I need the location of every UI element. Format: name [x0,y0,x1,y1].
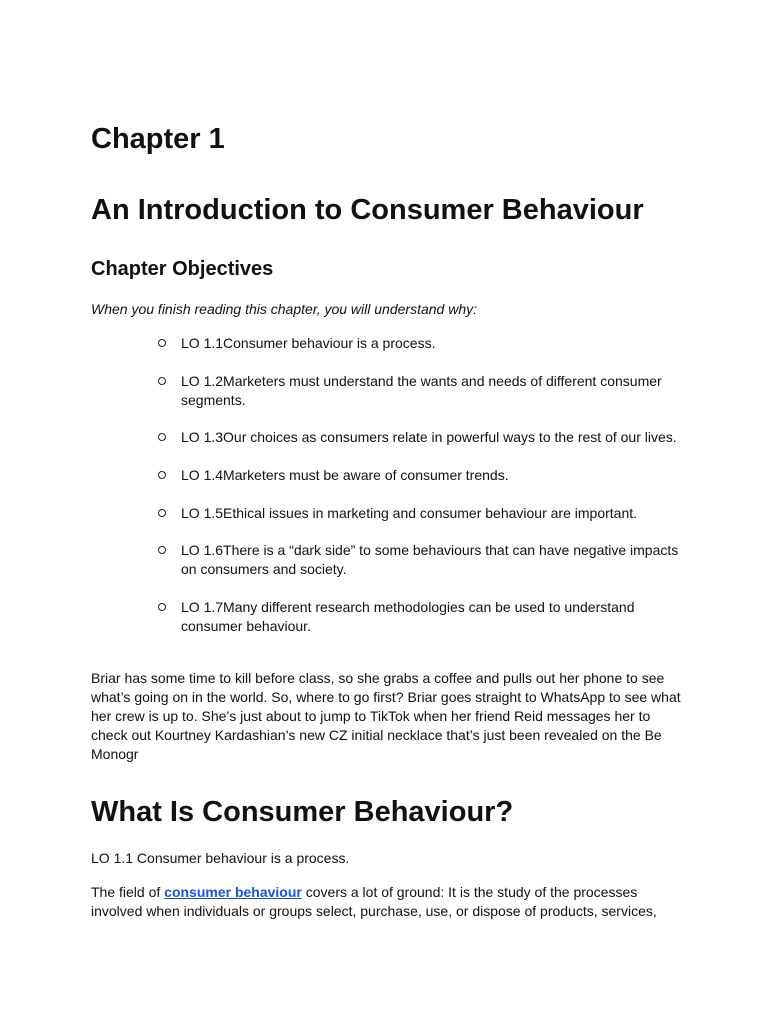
consumer-behaviour-link[interactable]: consumer behaviour [164,884,302,900]
story-paragraph: Briar has some time to kill before class, so she grabs a coffee and pulls out her phone to see what’s going on in the world. So, where to go first? Briar goes straight to WhatsApp to see what her crew is up to. She’s just about to jump to TikTok when her friend Reid messages her to check out Kourtney Kardashian’s new CZ initial necklace that’s just been revealed on the Be Monogr [91,670,681,762]
chapter-title: An Introduction to Consumer Behaviour [91,194,644,226]
circle-bullet-icon [158,339,166,347]
paragraph-text-after: covers a lot of ground: It is the study of the processes involved when individuals or groups select, purchase, use, or dispose of products, services, [91,884,657,919]
objective-text: LO 1.5Ethical issues in marketing and consumer behaviour are important. [181,505,638,521]
section-heading: What Is Consumer Behaviour? [91,796,514,828]
chapter-heading: Chapter 1 [91,123,225,155]
objective-text: LO 1.6There is a “dark side” to some behaviours that can have negative impacts on consumers and society. [181,542,679,577]
learning-objective-line: LO 1.1 Consumer behaviour is a process. [91,850,350,866]
circle-bullet-icon [158,603,166,611]
objective-text: LO 1.2Marketers must understand the wants and needs of different consumer segments. [181,373,662,408]
objective-text: LO 1.4Marketers must be aware of consumer trends. [181,467,509,483]
objective-text: LO 1.3Our choices as consumers relate in powerful ways to the rest of our lives. [181,429,677,445]
paragraph-text-before: The field of [91,884,165,900]
objectives-intro: When you finish reading this chapter, you will understand why: [91,301,477,317]
objective-text: LO 1.7Many different research methodologies can be used to understand consumer behaviour. [181,599,635,634]
circle-bullet-icon [158,471,166,479]
circle-bullet-icon [158,546,166,554]
definition-paragraph [91,883,681,921]
circle-bullet-icon [158,509,166,517]
objective-text: LO 1.1Consumer behaviour is a process. [181,335,436,351]
circle-bullet-icon [158,433,166,441]
objectives-heading: Chapter Objectives [91,258,274,280]
circle-bullet-icon [158,377,166,385]
